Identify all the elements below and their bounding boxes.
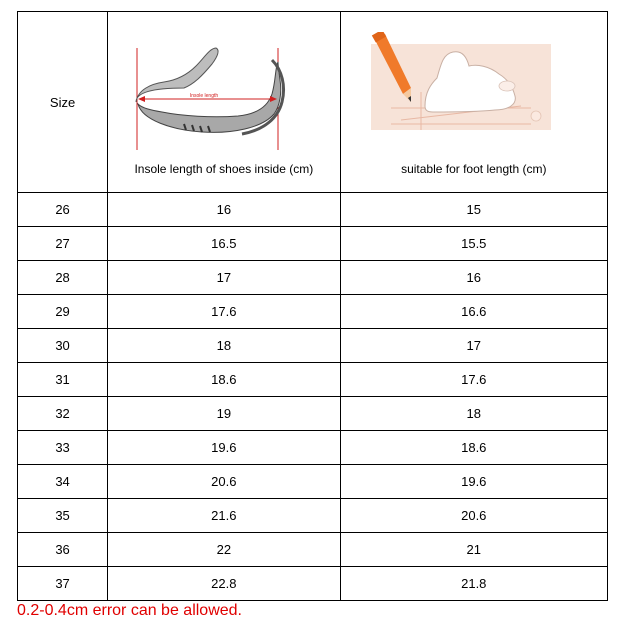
size-cell: 26 bbox=[18, 193, 108, 227]
table-row bbox=[18, 431, 608, 465]
insole-cell: 17 bbox=[108, 261, 340, 295]
table-row bbox=[18, 499, 608, 533]
insole-cell: 18.6 bbox=[108, 363, 340, 397]
insole-cell: 19.6 bbox=[108, 431, 340, 465]
shoe-insole-illustration bbox=[132, 40, 312, 150]
table-row bbox=[18, 261, 608, 295]
header-insole-cell bbox=[108, 12, 340, 193]
header-foot: suitable for foot length (cm) bbox=[401, 162, 547, 176]
table-row bbox=[18, 329, 608, 363]
foot-cell: 17 bbox=[340, 329, 607, 363]
table-row bbox=[18, 227, 608, 261]
foot-cell: 21.8 bbox=[340, 567, 607, 601]
foot-cell: 15 bbox=[340, 193, 607, 227]
header-size: Size bbox=[18, 12, 108, 193]
insole-cell: 21.6 bbox=[108, 499, 340, 533]
foot-cell: 18 bbox=[340, 397, 607, 431]
insole-cell: 16 bbox=[108, 193, 340, 227]
insole-cell: 19 bbox=[108, 397, 340, 431]
foot-cell: 20.6 bbox=[340, 499, 607, 533]
size-chart-table bbox=[17, 11, 608, 601]
size-cell: 28 bbox=[18, 261, 108, 295]
table-row bbox=[18, 567, 608, 601]
insole-cell: 22.8 bbox=[108, 567, 340, 601]
insole-cell: 17.6 bbox=[108, 295, 340, 329]
table-row bbox=[18, 533, 608, 567]
header-insole: Insole length of shoes inside (cm) bbox=[134, 162, 314, 176]
size-cell: 33 bbox=[18, 431, 108, 465]
size-cell: 32 bbox=[18, 397, 108, 431]
insole-cell: 22 bbox=[108, 533, 340, 567]
foot-cell: 16 bbox=[340, 261, 607, 295]
foot-cell: 18.6 bbox=[340, 431, 607, 465]
table-row bbox=[18, 193, 608, 227]
size-cell: 36 bbox=[18, 533, 108, 567]
insole-cell: 18 bbox=[108, 329, 340, 363]
table-row bbox=[18, 363, 608, 397]
size-cell: 29 bbox=[18, 295, 108, 329]
table-row bbox=[18, 397, 608, 431]
size-cell: 27 bbox=[18, 227, 108, 261]
insole-cell: 20.6 bbox=[108, 465, 340, 499]
foot-measure-illustration bbox=[371, 32, 551, 132]
size-cell: 34 bbox=[18, 465, 108, 499]
foot-cell: 16.6 bbox=[340, 295, 607, 329]
insole-length-image-label: Insole length bbox=[189, 93, 219, 99]
foot-cell: 19.6 bbox=[340, 465, 607, 499]
size-cell: 35 bbox=[18, 499, 108, 533]
table-row bbox=[18, 295, 608, 329]
size-cell: 30 bbox=[18, 329, 108, 363]
size-cell: 31 bbox=[18, 363, 108, 397]
insole-cell: 16.5 bbox=[108, 227, 340, 261]
header-foot-cell bbox=[340, 12, 607, 193]
table-header-row bbox=[18, 12, 608, 193]
size-cell: 37 bbox=[18, 567, 108, 601]
error-tolerance-note: 0.2-0.4cm error can be allowed. bbox=[17, 602, 242, 619]
foot-cell: 15.5 bbox=[340, 227, 607, 261]
foot-cell: 21 bbox=[340, 533, 607, 567]
table-row bbox=[18, 465, 608, 499]
foot-cell: 17.6 bbox=[340, 363, 607, 397]
